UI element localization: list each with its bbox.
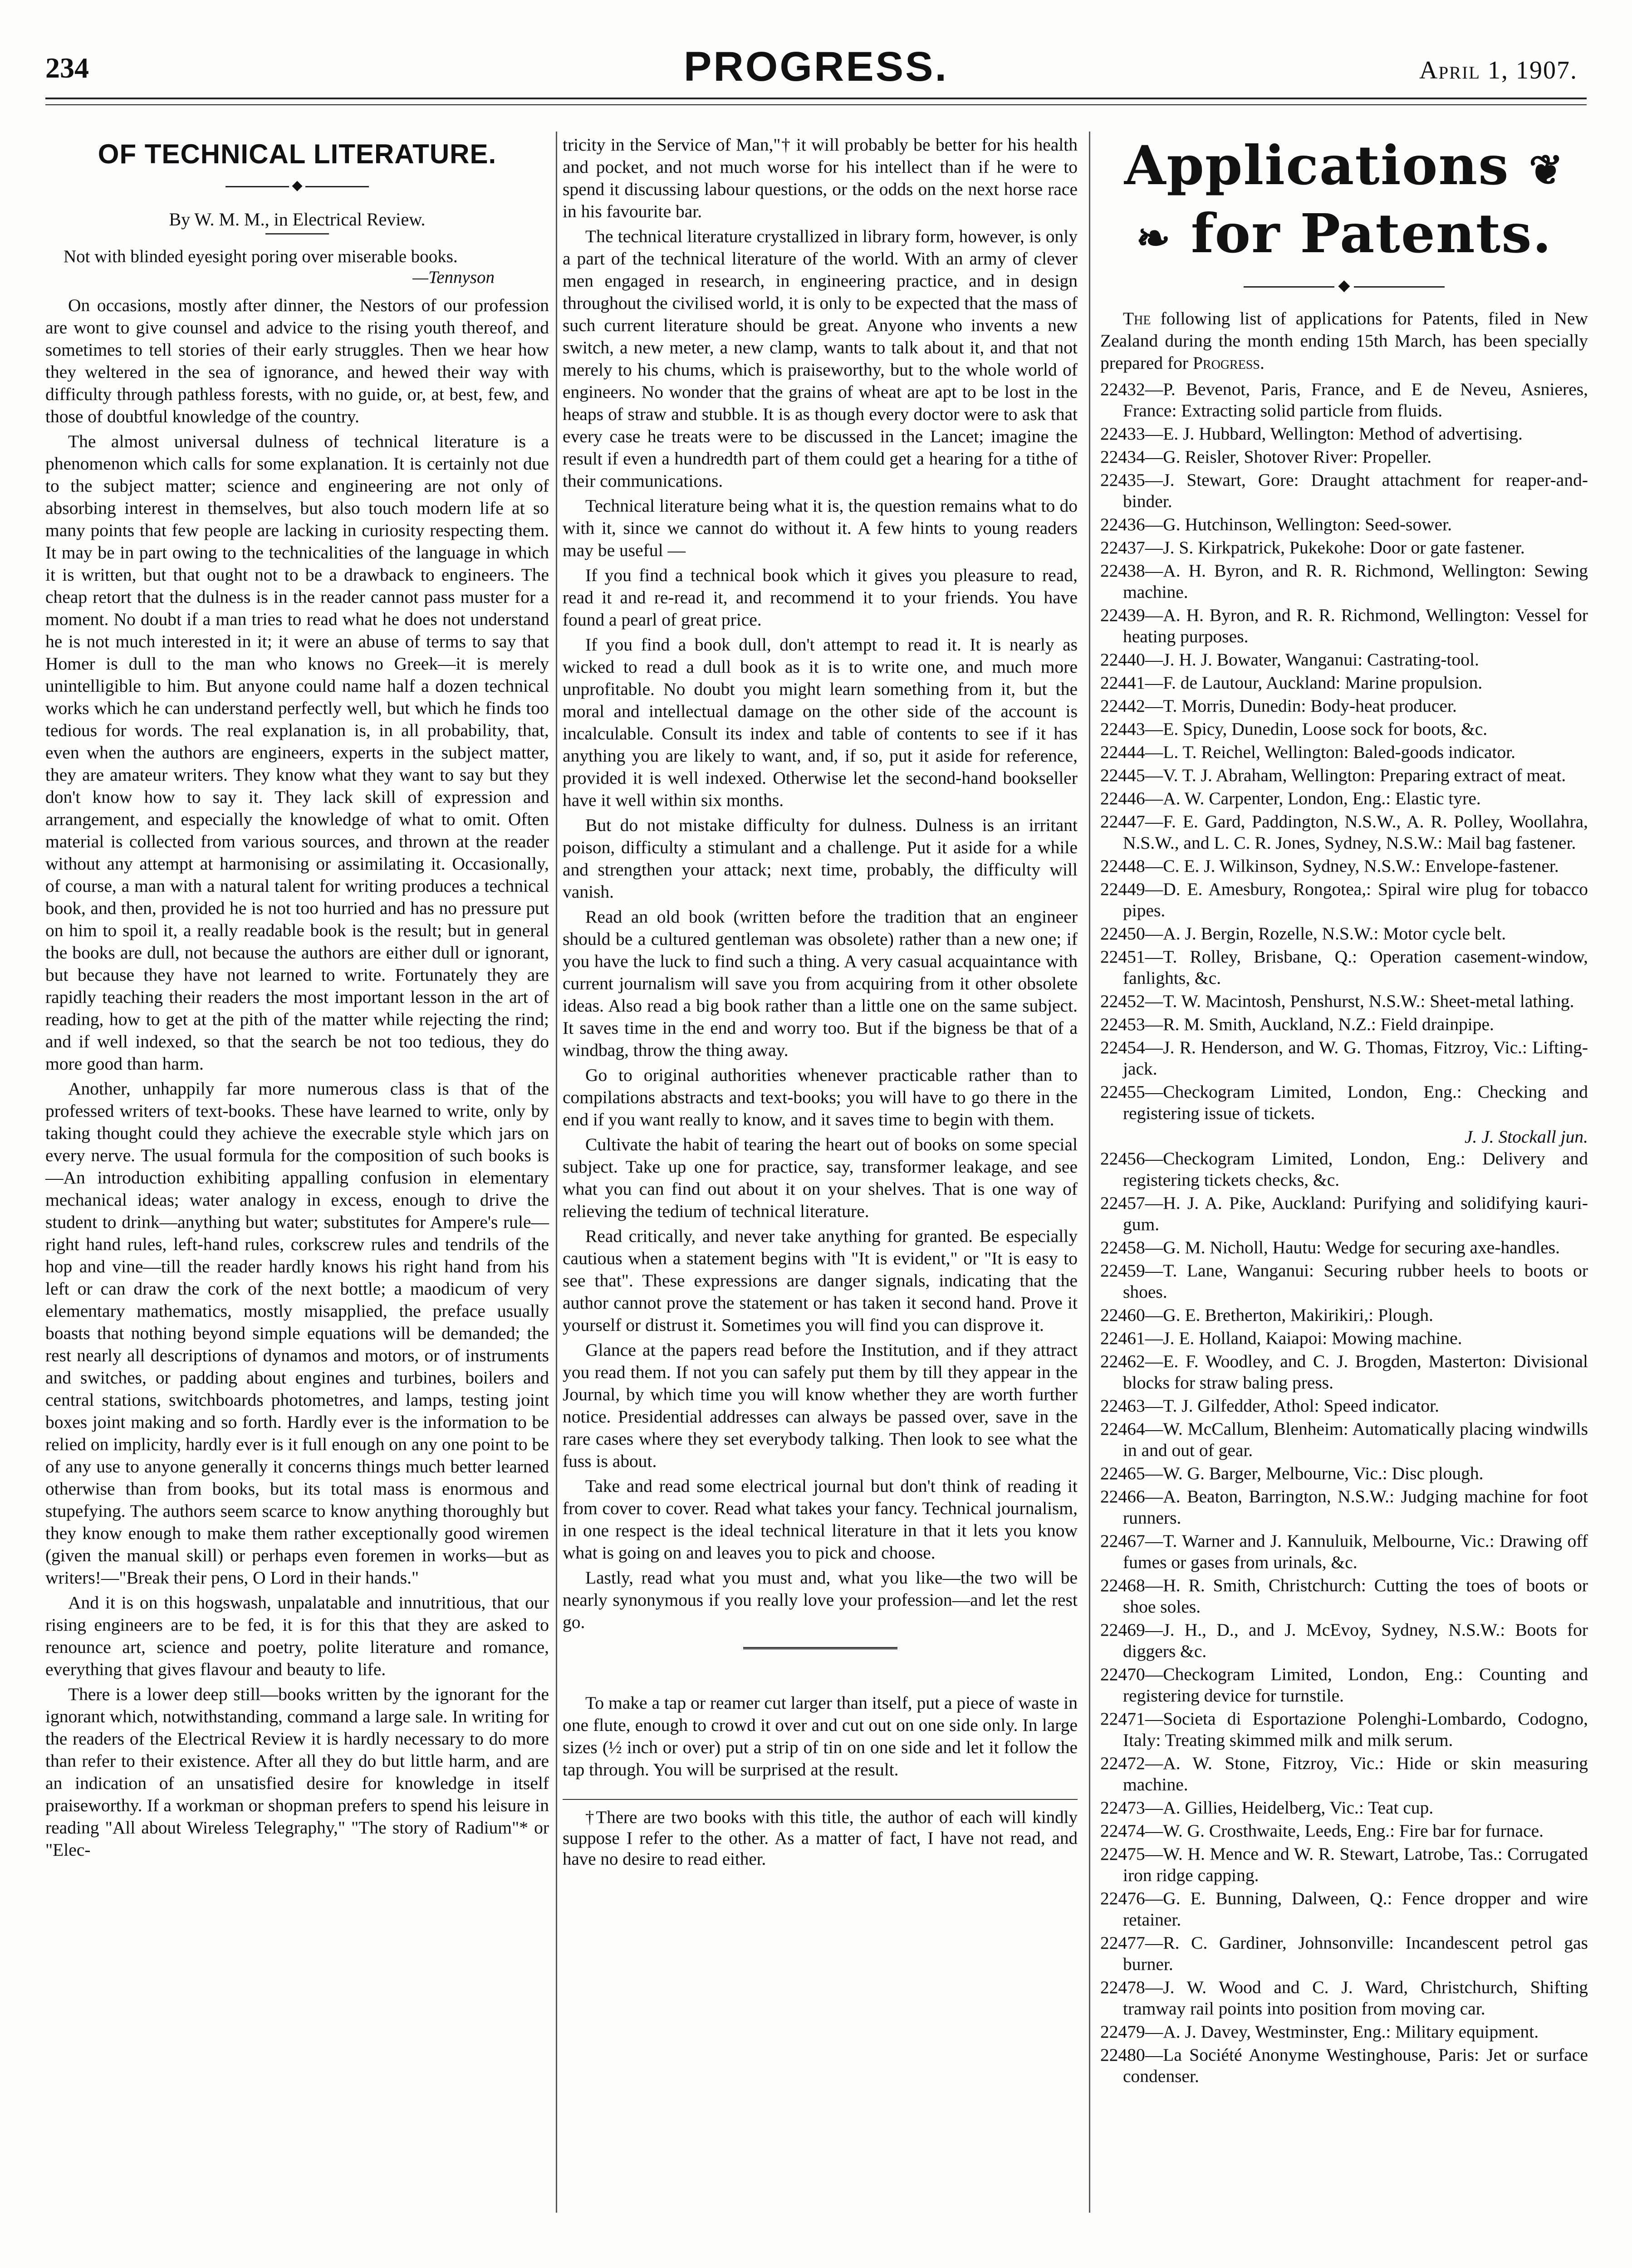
article-paragraph: But do not mistake difficulty for dulness. Dulness is an irritant poison, difficulty a stimulant and a challenge. Put it aside for a while and strengthen your attack; next time, probably, the difficulty will vanish. (563, 815, 1078, 902)
article-paragraph: Glance at the papers read before the Institution, and if they attract you read them. If not you can safely put them by till they appear in the Journal, by which time you will know whether they are worth further notice. Presidential addresses can always be passed over, save in the rare cases where they set everybody talking. Then look to see what the fuss is about. (563, 1340, 1078, 1471)
article-paragraph: Go to original authorities whenever practicable rather than to compilations abstracts and text-books; you will have to go there in the end if you want really to know, and it saves time to begin with them. (563, 1065, 1078, 1129)
patents-intro-lead: The (1123, 308, 1151, 328)
patent-entry: 22453—R. M. Smith, Auckland, N.Z.: Field drainpipe. (1100, 1014, 1494, 1034)
journal-title: PROGRESS. (683, 44, 948, 90)
patents-title-line1: Applications (1124, 134, 1509, 197)
patent-entry: 22441—F. de Lautour, Auckland: Marine propulsion. (1100, 673, 1483, 693)
patent-entry: 22468—H. R. Smith, Christchurch: Cutting the toes of boots or shoe soles. (1100, 1575, 1588, 1617)
patent-entry: 22458—G. M. Nicholl, Hautu: Wedge for securing axe-handles. (1100, 1237, 1560, 1257)
patents-title-line2: for Patents. (1191, 202, 1552, 265)
patent-entry: 22475—W. H. Mence and W. R. Stewart, Latrobe, Tas.: Corrugated iron ridge capping. (1100, 1844, 1588, 1885)
patent-entry: 22435—J. Stewart, Gore: Draught attachment for reaper-and-binder. (1100, 470, 1588, 511)
ornament-divider: ◆ (45, 174, 549, 196)
article-paragraph: If you find a book dull, don't attempt to read it. It is nearly as wicked to read a dull book as it is to write one, and much more unprofitable. No doubt you might learn something from it, but the moral and intellectual damage on the other side of the account is incalculable. Consult its index and table of contents to see if it has anything you are likely to want, and, if so, put it aside for reference, provided it is well indexed. Otherwise let the second-hand bookseller have it well within six months. (563, 635, 1078, 810)
patent-entry: 22455—Checkogram Limited, London, Eng.: Checking and registering issue of tickets. (1100, 1082, 1588, 1123)
article-column-1 (45, 138, 549, 1864)
patent-entry: 22434—G. Reisler, Shotover River: Propeller. (1100, 447, 1432, 467)
patent-entry: 22449—D. E. Amesbury, Rongotea,: Spiral wire plug for tobacco pipes. (1100, 879, 1588, 920)
article-paragraph: Read critically, and never take anything for granted. Be especially cautious when a statement begins with "It is evident," or "It is easy to see that". These expressions are danger signals, indicating that the author cannot prove the statement or has taken it second hand. Prove it yourself or distrust it. Sometimes you will find you can disprove it. (563, 1226, 1078, 1335)
short-rule (265, 233, 329, 235)
article-paragraph: Take and read some electrical journal but don't think of reading it from cover to cover. Read what takes your fancy. Technical journalism, in one respect is the ideal technical literature in that it lets you know what is going on and leaves you to pick and choose. (563, 1476, 1078, 1563)
patent-entry: 22439—A. H. Byron, and R. R. Richmond, Wellington: Vessel for heating purposes. (1100, 605, 1588, 646)
article-paragraph: tricity in the Service of Man,"† it will probably be better for his health and pocket, and not much worse for his intellect than if he were to spend it discussing labour questions, or the odds on the next horse race in his favourite bar. (563, 135, 1078, 221)
patent-entry: 22436—G. Hutchinson, Wellington: Seed-sower. (1100, 514, 1452, 534)
patent-entry: 22442—T. Morris, Dunedin: Body-heat producer. (1100, 696, 1457, 716)
patent-entry: 22433—E. J. Hubbard, Wellington: Method of advertising. (1100, 424, 1523, 444)
epigraph-text: Not with blinded eyesight poring over miserable books. (64, 247, 458, 266)
patent-entry: 22450—A. J. Bergin, Rozelle, N.S.W.: Motor cycle belt. (1100, 924, 1506, 943)
workshop-note: To make a tap or reamer cut larger than itself, put a piece of waste in one flute, enough to crowd it over and cut out on one side only. In large sizes (½ inch or over) put a strip of tin on one side and let it follow the tap through. You will be surprised at the result. (563, 1693, 1078, 1779)
patent-entry: 22463—T. J. Gilfedder, Athol: Speed indicator. (1100, 1396, 1439, 1416)
patent-entry: 22438—A. H. Byron, and R. R. Richmond, Wellington: Sewing machine. (1100, 561, 1588, 602)
epigraph (64, 246, 549, 288)
patent-entry: 22462—E. F. Woodley, and C. J. Brogden, Masterton: Divisional blocks for straw baling press. (1100, 1351, 1588, 1393)
patent-entry: 22443—E. Spicy, Dunedin, Loose sock for boots, &c. (1100, 719, 1488, 739)
patent-entry: 22472—A. W. Stone, Fitzroy, Vic.: Hide or skin measuring machine. (1100, 1753, 1588, 1794)
patent-entry: 22445—V. T. J. Abraham, Wellington: Preparing extract of meat. (1100, 765, 1566, 785)
patent-entry: 22476—G. E. Bunning, Dalween, Q.: Fence dropper and wire retainer. (1100, 1888, 1588, 1930)
ornament-divider: ◆ (1100, 274, 1588, 297)
patent-entry: 22456—Checkogram Limited, London, Eng.: Delivery and registering tickets checks, &c. (1100, 1149, 1588, 1190)
footnote-rule (563, 1799, 1078, 1800)
section-rule (743, 1647, 897, 1651)
patent-entry: 22457—H. J. A. Pike, Auckland: Purifying and solidifying kauri-gum. (1100, 1193, 1588, 1234)
patent-entry: 22451—T. Rolley, Brisbane, Q.: Operation casement-window, fanlights, &c. (1100, 947, 1588, 988)
patent-entry: 22454—J. R. Henderson, and W. G. Thomas, Fitzroy, Vic.: Lifting-jack. (1100, 1037, 1588, 1079)
column-divider (1089, 132, 1090, 2213)
article-title: OF TECHNICAL LITERATURE. (98, 139, 497, 169)
issue-date: April 1, 1907. (1419, 56, 1578, 84)
article-paragraph: On occasions, mostly after dinner, the Nestors of our profession are wont to give counsel and advice to the rising youth thereof, and sometimes to tell stories of their early struggles. Then we hear how they weltered in the sea of ignorance, and hewed their way with difficulty through pathless forests, with no guide, or, at best, few, and those of doubtful knowledge of the country. (45, 295, 549, 426)
patent-entry: 22469—J. H., D., and J. McEvoy, Sydney, N.S.W.: Boots for diggers &c. (1100, 1620, 1588, 1661)
patent-entry: 22478—J. W. Wood and C. J. Ward, Christchurch, Shifting tramway rail points into position from moving car. (1100, 1977, 1588, 2019)
patent-entry: 22474—W. G. Crosthwaite, Leeds, Eng.: Fire bar for furnace. (1100, 1821, 1544, 1841)
article-byline: By W. M. M., in Electrical Review. (169, 209, 426, 230)
patent-entry: 22446—A. W. Carpenter, London, Eng.: Elastic tyre. (1100, 788, 1481, 808)
article-paragraph: And it is on this hogswash, unpalatable and innutritious, that our rising engineers are to be fed, it is for this that they are asked to renounce art, science and poetry, polite literature and romance, everything that gives flavour and beauty to life. (45, 1593, 549, 1679)
patent-entry: 22461—J. E. Holland, Kaiapoi: Mowing machine. (1100, 1328, 1462, 1348)
article-paragraph: Cultivate the habit of tearing the heart out of books on some special subject. Take up one for practice, say, transformer leakage, and see what you can find out about it on your shelves. That is one way of relieving the tedium of technical literature. (563, 1134, 1078, 1221)
patents-intro (1100, 308, 1588, 374)
fleuron-icon: ❦ (1529, 146, 1564, 194)
article-paragraph: There is a lower deep still—books written by the ignorant for the ignorant which, notwithstanding, command a large sale. In writing for the readers of the Electrical Review it is hardly necessary to do more than refer to their existence. After all they do but little harm, and are an indication of an unsatisfied desire for knowledge in itself praiseworthy. If a workman or shopman prefers to spend his leisure in reading "All about Wireless Telegraphy," "The story of Radium"* or "Elec- (45, 1684, 549, 1860)
patent-entry: 22459—T. Lane, Wanganui: Securing rubber heels to boots or shoes. (1100, 1261, 1588, 1302)
patent-entry: 22465—W. G. Barger, Melbourne, Vic.: Disc plough. (1100, 1463, 1484, 1483)
header-rule (45, 98, 1587, 99)
header-rule-thin (45, 104, 1587, 105)
page-number: 234 (45, 52, 89, 84)
patent-entry: 22452—T. W. Macintosh, Penshurst, N.S.W.: Sheet-metal lathing. (1100, 991, 1574, 1011)
footnote-dagger: †There are two books with this title, the author of each will kindly suppose I refer to the other. As a matter of fact, I have not read, and have no desire to read either. (563, 1808, 1078, 1869)
attribution: J. J. Stockall jun. (1464, 1127, 1588, 1147)
epigraph-author: —Tennyson (412, 268, 495, 287)
patent-entry: 22460—G. E. Bretherton, Makirikiri,: Plough. (1100, 1305, 1433, 1325)
patent-list (1100, 379, 1588, 2087)
patent-entry: 22432—P. Bevenot, Paris, France, and E de Neveu, Asnieres, France: Extracting solid particle from fluids. (1100, 379, 1588, 420)
article-paragraph: The almost universal dulness of technical literature is a phenomenon which calls for some explanation. It is certainly not due to the subject matter; science and engineering are not only of absorbing interest in themselves, but also touch modern life at so many points that few people are lacking in curiosity respecting them. It may be in part owing to the technicalities of the language in which it is written, but that ought not to be a drawback to engineers. The cheap retort that the dulness is in the reader cannot pass muster for a moment. No doubt if a man tries to read what he does not understand he is not much interested in it; it were an abuse of terms to say that Homer is dull to the man who knows no Greek—it is merely unintelligible to him. But anyone could name half a dozen technical works which he can understand perfectly well, but which he finds too tedious for words. The real explanation is, in all probability, that, even when the authors are engineers, experts in the subject matter, they are amateur writers. They know what they want to say but they don't know how to say it. They lack skill of expression and arrangement, and especially the knowledge of what to omit. Often material is collected from various sources, and thrown at the reader without any attempt at harmonising or assimilating it. Occasionally, of course, a man with a natural talent for writing produces a technical book, and then, provided he is not too hurried and has no pressure put on him to spoil it, a really readable book is the result; but in general the books are dull, not because the authors are either dull or ignorant, but because they have not learned to write. Fortunately they are rapidly teaching their readers the most important lesson in the art of reading, how to get at the pith of the matter while rejecting the rind; and if well indexed, so that the search be not too tedious, they do more good than harm. (45, 431, 549, 1074)
patents-intro-journal: Progress. (1192, 353, 1264, 373)
patent-entry: 22477—R. C. Gardiner, Johnsonville: Incandescent petrol gas burner. (1100, 1933, 1588, 1974)
article-paragraph: If you find a technical book which it gives you pleasure to read, read it and re-read it, and recommend it to your friends. You have found a pearl of great price. (563, 565, 1078, 630)
patent-entry: 22473—A. Gillies, Heidelberg, Vic.: Teat cup. (1100, 1798, 1434, 1818)
patent-entry: 22467—T. Warner and J. Kannuluik, Melbourne, Vic.: Drawing off fumes or gases from urinals, &c. (1100, 1531, 1588, 1572)
article-paragraph: Read an old book (written before the tradition that an engineer should be a cultured gentleman was obsolete) rather than a new one; if you have the luck to find such a thing. A very casual acquaintance with current journalism will save you from acquiring from it other obsolete ideas. Also read a big book rather than a little one on the same subject. It saves time in the end and worry too. But if the bigness be that of a windbag, throw the thing away. (563, 907, 1078, 1060)
patent-entry: 22444—L. T. Reichel, Wellington: Baled-goods indicator. (1100, 742, 1516, 762)
patent-entry: 22447—F. E. Gard, Paddington, N.S.W., A. R. Polley, Woollahra, N.S.W., and L. C. R. Jones, Sydney, N.S.W.: Mail bag fastener. (1100, 811, 1588, 853)
patent-entry: 22464—W. McCallum, Blenheim: Automatically placing windwills in and out of gear. (1100, 1419, 1588, 1460)
patent-entry: 22471—Societa di Esportazione Polenghi-Lombardo, Codogno, Italy: Treating skimmed milk and milk serum. (1100, 1709, 1588, 1750)
column-divider (556, 132, 557, 2213)
patent-entry: 22440—J. H. J. Bowater, Wanganui: Castrating-tool. (1100, 650, 1479, 670)
article-paragraph: Lastly, read what you must and, what you like—the two will be nearly synonymous if you really love your profession—and let the rest go. (563, 1568, 1078, 1632)
article-paragraph: The technical literature crystallized in library form, however, is only a part of the technical literature of the world. With an army of clever men engaged in research, in engineering practice, and in design throughout the civilised world, it is only to be expected that the mass of such current literature should be great. Anyone who invents a new switch, a new meter, a new clamp, wants to talk about it, and that not merely to his chums, which is praiseworthy, but to the whole world of engineers. No wonder that the grains of wheat are apt to be lost in the heaps of straw and stubble. It is as though every doctor were to ask that every case he treats were to be discussed in the Lancet; imagine the result if even a hundredth part of them could get a hearing for a tithe of their communications. (563, 226, 1078, 491)
patent-entry: 22470—Checkogram Limited, London, Eng.: Counting and registering device for turnstile. (1100, 1664, 1588, 1706)
fleuron-icon: ❧ (1136, 214, 1171, 262)
patent-entry: 22479—A. J. Davey, Westminster, Eng.: Military equipment. (1100, 2022, 1539, 2042)
patents-column (1100, 134, 1588, 2089)
patent-entry: 22466—A. Beaton, Barrington, N.S.W.: Judging machine for foot runners. (1100, 1486, 1588, 1528)
page-header (45, 43, 1587, 93)
article-paragraph: Technical literature being what it is, the question remains what to do with it, since we cannot do without it. A few hints to young readers may be useful — (563, 496, 1078, 560)
article-paragraph: Another, unhappily far more numerous class is that of the professed writers of text-books. These have learned to write, only by taking thought could they achieve the execrable style which jars on every nerve. The usual formula for the composition of such books is —An introduction exhibiting appalling confusion in elementary mechanical ideas; water analogy in excess, enough to drive the student to drink—anything but water; substitutes for Ampere's rule—right hand rules, left-hand rules, corkscrew rules and tendrils of the hop and vine—till the reader hardly knows his right hand from his left or can draw the cork of the next bottle; a maodicum of very elementary mathematics, mostly misapplied, the preface usually boasts that nothing beyond simple equations will be demanded; the rest nearly all descriptions of dynamos and motors, or of instruments and switches, or padding about engines and turbines, boilers and central stations, switchboards photometres, and lamps, testing joint boxes joint making and so forth. Hardly ever is the information to be relied on implicity, hardly ever is it full enough on any one point to be of any use to anyone generally it concerns things much better learned otherwise than from books, but its total mass is enormous and stupefying. The authors seem scarce to know anything thoroughly but they know enough to make them rather exceptionally good wiremen (given the manual skill) or perhaps even foremen in works—but as writers!—"Break their pens, O Lord in their hands." (45, 1079, 549, 1588)
patent-entry: 22480—La Société Anonyme Westinghouse, Paris: Jet or surface condenser. (1100, 2045, 1588, 2086)
patent-entry: 22448—C. E. J. Wilkinson, Sydney, N.S.W.: Envelope-fastener. (1100, 856, 1559, 876)
patent-entry: 22437—J. S. Kirkpatrick, Pukekohe: Door or gate fastener. (1100, 538, 1525, 557)
patents-title (1100, 134, 1588, 270)
article-column-2 (563, 134, 1078, 1872)
patents-intro-text: following list of applications for Patents, filed in New Zealand during the month ending 15th March, has been specially prepared for (1100, 308, 1588, 373)
